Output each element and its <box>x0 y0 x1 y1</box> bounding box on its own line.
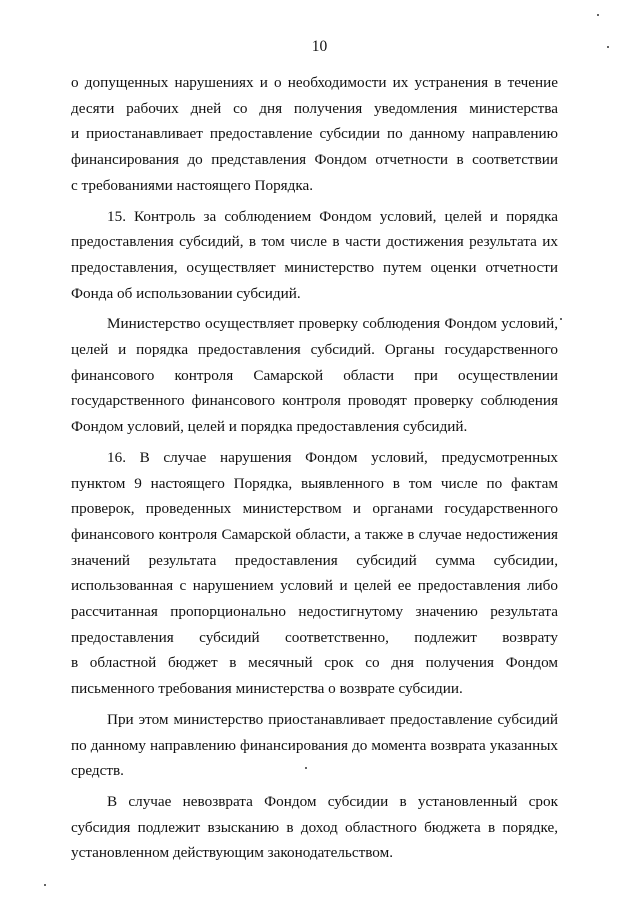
paragraph-item-16 <box>71 445 558 702</box>
text-line: 15. Контроль за соблюдением Фондом условий, целей и порядка <box>107 207 558 225</box>
text-line: целей и порядка предоставления субсидий. Органы государственного <box>71 341 558 359</box>
text-line: и приостанавливает предоставление субсидии по данному направлению <box>71 125 558 143</box>
text-line: предоставления субсидий, в том числе в части достижения результата их <box>71 233 558 251</box>
document-body <box>71 70 558 866</box>
text-line: в областной бюджет в месячный срок со дня получения Фондом <box>71 654 558 672</box>
scan-speck <box>597 14 599 16</box>
text-line: установленном действующим законодательством. <box>71 844 394 862</box>
text-line: Фонда об использовании субсидий. <box>71 284 301 302</box>
paragraph-continuation <box>71 70 558 199</box>
text-line: значений результата предоставления субсидий сумма субсидии, <box>71 551 558 569</box>
text-line: При этом министерство приостанавливает предоставление субсидий <box>107 710 558 728</box>
text-line: Министерство осуществляет проверку соблюдения Фондом условий, <box>107 315 558 333</box>
paragraph-recovery <box>71 789 558 866</box>
text-line: В случае невозврата Фондом субсидии в установленный срок <box>107 792 558 810</box>
text-line: о допущенных нарушениях и о необходимости их устранения в течение <box>71 74 558 91</box>
text-line: финансового контроля Самарской области при осуществлении <box>71 366 558 384</box>
text-line: субсидия подлежит взысканию в доход областного бюджета в порядке, <box>71 818 558 836</box>
text-line: финансового контроля Самарской области, а также в случае недостижения <box>71 525 558 543</box>
paragraph-inspection <box>71 311 558 440</box>
text-line: Фондом условий, целей и порядка предоставления субсидий. <box>71 418 468 436</box>
text-line: проверок, проведенных министерством и органами государственного <box>71 500 558 518</box>
text-line: финансирования до представления Фондом отчетности в соответствии <box>71 151 558 169</box>
scan-speck <box>44 884 46 886</box>
text-line: государственного финансового контроля проводят проверку соблюдения <box>71 392 558 410</box>
text-line: письменного требования министерства о возврате субсидии. <box>71 680 463 698</box>
text-line: по данному направлению финансирования до момента возврата указанных <box>71 736 558 754</box>
scan-speck <box>607 46 609 48</box>
page-number: 10 <box>311 38 328 55</box>
text-line: 16. В случае нарушения Фондом условий, предусмотренных <box>107 448 558 466</box>
scan-speck <box>560 318 562 320</box>
text-line: десяти рабочих дней со дня получения уведомления министерства <box>71 99 558 117</box>
text-line: предоставления, осуществляет министерство путем оценки отчетности <box>71 258 558 276</box>
text-line: рассчитанная пропорционально недостигнутому значению результата <box>71 603 558 621</box>
scan-speck <box>305 767 307 769</box>
paragraph-item-15 <box>71 204 558 307</box>
text-line: использованная с нарушением условий и целей ее предоставления либо <box>71 577 558 595</box>
text-line: с требованиями настоящего Порядка. <box>71 176 314 194</box>
text-line: пунктом 9 настоящего Порядка, выявленного в том числе по фактам <box>71 474 558 492</box>
text-line: предоставления субсидий соответственно, подлежит возврату <box>71 628 558 646</box>
text-line: средств. <box>71 762 124 780</box>
paragraph-suspension <box>71 707 558 784</box>
